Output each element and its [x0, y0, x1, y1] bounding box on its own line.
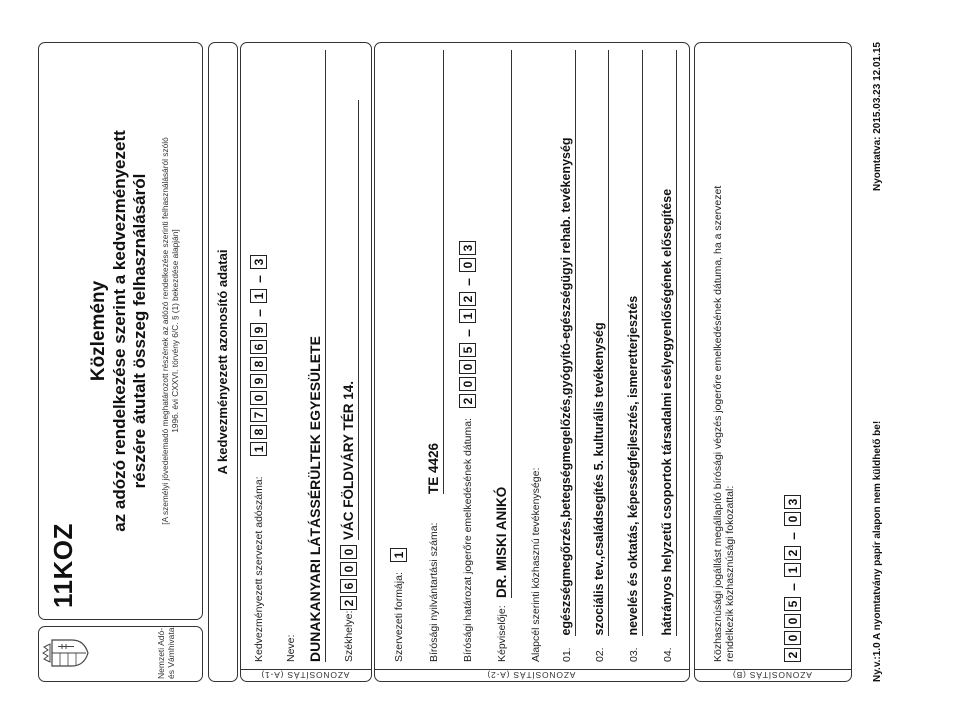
tax-digit: 9	[250, 323, 267, 337]
dash-separator: –	[459, 278, 476, 286]
date-digit: 0	[784, 512, 801, 526]
tax-digit: 8	[250, 425, 267, 439]
a1-seat-label: Székhelye:	[343, 610, 355, 662]
dash-separator: –	[459, 329, 476, 337]
tax-digit: 0	[250, 391, 267, 405]
legal-note-line-2: 1996. évi CXXVI. törvény 6/C. § (1) bekezdése alapján]	[170, 229, 180, 433]
page-title	[88, 42, 150, 620]
a1-tax-label: Kedvezményezett szervezet adószáma:	[253, 476, 265, 662]
form-digit: 1	[390, 548, 407, 562]
coat-of-arms-icon	[40, 630, 90, 676]
postal-digit: 0	[340, 562, 357, 576]
activity-number: 04.	[662, 647, 674, 662]
a2-date-label: Bírósági határozat jogerőre emelkedésének dátuma:	[462, 418, 474, 662]
a2-form-value	[390, 545, 408, 562]
activity-row	[624, 50, 643, 662]
a2-date-value	[459, 238, 477, 408]
date-digit: 2	[459, 394, 476, 408]
date-digit: 1	[459, 309, 476, 323]
a2-tab-label: AZONOSÍTÁS (A-2)	[486, 670, 576, 680]
a2-court-value: TE 4426	[426, 50, 444, 494]
a1-tax-number	[250, 252, 268, 456]
b-text-line-1: Közhasznúsági jogállást megállapító bírósági végzés jogerőre emelkedésének dátuma, ha a szervezet	[712, 185, 724, 662]
dash-separator: –	[250, 275, 267, 283]
activity-text: egészségmegőrzés,betegségmegelőzés,gyógyító-egészségügyi rehab. tevékenység	[559, 50, 576, 636]
legal-note	[160, 42, 180, 620]
date-digit: 0	[459, 377, 476, 391]
dash-separator: –	[784, 583, 801, 591]
a1-name-label: Neve:	[285, 634, 297, 662]
legal-note-line-1: [A személyi jövedelemadó meghatározott részének az adózó rendelkezése szerinti felhasználásáról szóló	[160, 137, 170, 525]
title-line-3: részére átutalt összeg felhasználásáról	[130, 173, 149, 489]
date-digit: 0	[459, 258, 476, 272]
activity-number: 01.	[561, 647, 573, 662]
tax-digit: 3	[250, 255, 267, 269]
tax-digit: 9	[250, 374, 267, 388]
activity-text: szociális tev.,családsegítés 5. kulturális tevékenység	[592, 50, 609, 636]
activity-text: nevelés és oktatás, képességfejlesztés, ismeretterjesztés	[626, 50, 643, 636]
activity-number: 02.	[594, 647, 606, 662]
date-digit: 0	[459, 360, 476, 374]
section-heading: A kedvezményezett azonosító adatai	[215, 249, 230, 475]
dash-separator: –	[784, 532, 801, 540]
a2-court-label: Bírósági nyilvántartási száma:	[428, 522, 440, 662]
version-note: Ny.v.:1.0 A nyomtatvány papír alapon nem küldhető be!	[872, 420, 883, 682]
a1-postal-code	[340, 542, 358, 610]
date-digit: 0	[784, 631, 801, 645]
b-text-line-2: rendelkezik közhasznúsági fokozattal:	[724, 485, 736, 662]
tax-digit: 6	[250, 340, 267, 354]
postal-digit: 0	[340, 545, 357, 559]
authority-name: Nemzeti Adó- és Vámhivatal	[156, 625, 176, 679]
a2-form-label: Szervezeti formája:	[393, 572, 405, 662]
date-digit: 2	[784, 546, 801, 560]
a1-tab-label: AZONOSÍTÁS (A-1)	[260, 670, 350, 680]
form-code: 11KOZ	[48, 523, 78, 608]
activity-row	[557, 50, 576, 662]
activity-row	[590, 50, 609, 662]
date-digit: 5	[784, 597, 801, 611]
title-line-1: Közlemény	[88, 280, 109, 382]
tax-digit: 1	[250, 289, 267, 303]
activity-text: hátrányos helyzetű csoportok társadalmi esélyegyenlőségének elősegítése	[660, 50, 677, 636]
date-digit: 2	[459, 292, 476, 306]
date-digit: 0	[784, 614, 801, 628]
b-date-value	[784, 492, 802, 662]
tax-digit: 1	[250, 442, 267, 456]
a2-rep-label: Képviselője:	[496, 605, 508, 662]
postal-digit: 6	[340, 579, 357, 593]
activity-row	[658, 50, 677, 662]
date-digit: 1	[784, 563, 801, 577]
a2-rep-value: DR. MISKI ANIKÓ	[494, 50, 512, 598]
date-digit: 3	[459, 241, 476, 255]
a1-address-value: VÁC FÖLDVÁRY TÉR 14.	[341, 100, 359, 540]
a2-activities-label: Alapcél szerinti közhasznú tevékenysége:	[530, 467, 542, 662]
tax-digit: 7	[250, 408, 267, 422]
title-line-2: az adózó rendelkezése szerint a kedvezményezett	[110, 130, 129, 532]
activity-number: 03.	[628, 647, 640, 662]
date-digit: 2	[784, 648, 801, 662]
a1-name-value: DUNAKANYARI LÁTÁSSÉRÜLTEK EGYESÜLETE	[307, 50, 326, 662]
print-timestamp: Nyomtatva: 2015.03.23 12.01.15	[872, 42, 883, 191]
postal-digit: 2	[340, 596, 357, 610]
date-digit: 3	[784, 495, 801, 509]
tax-digit: 8	[250, 357, 267, 371]
dash-separator: –	[250, 309, 267, 317]
date-digit: 5	[459, 343, 476, 357]
b-tab-label: AZONOSÍTÁS (B)	[732, 670, 812, 680]
b-text	[712, 62, 736, 662]
